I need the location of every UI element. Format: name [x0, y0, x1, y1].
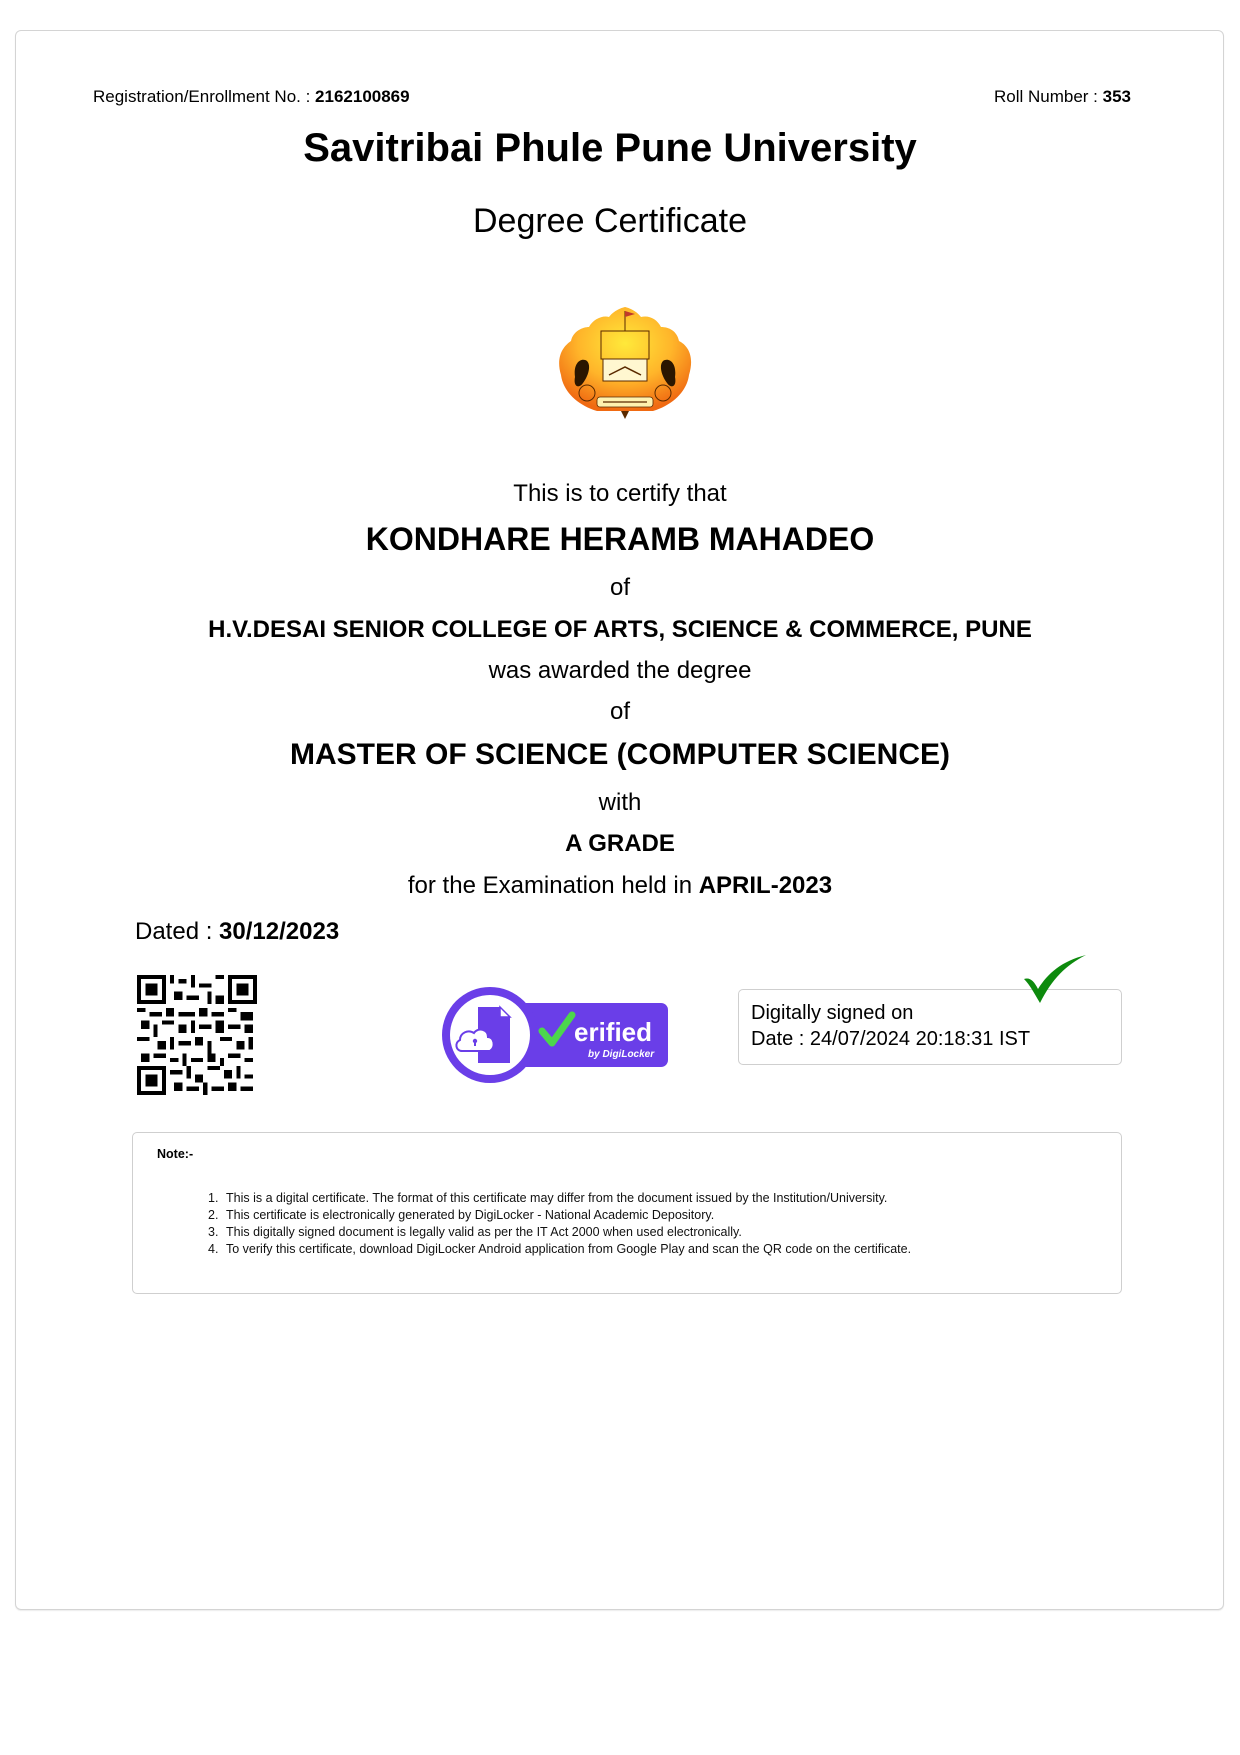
exam-session-value: APRIL-2023 [698, 872, 833, 899]
note-number: 1. [208, 1191, 219, 1205]
note-item [208, 1190, 911, 1207]
note-number: 2. [208, 1208, 219, 1222]
note-text: This certificate is electronically generated by DigiLocker - National Academic Depository. [226, 1208, 715, 1222]
registration-value: 2162100869 [315, 87, 410, 106]
note-text: This digitally signed document is legally valid as per the IT Act 2000 when used electronically. [226, 1225, 742, 1239]
note-text: This is a digital certificate. The format of this certificate may differ from the document issued by the Institution/University. [226, 1191, 888, 1205]
awarded-text: was awarded the degree [488, 657, 752, 684]
certificate-type: Degree Certificate [472, 202, 747, 240]
by-digilocker-text: by DigiLocker [588, 1049, 655, 1060]
note-item [208, 1224, 911, 1241]
note-number: 4. [208, 1242, 219, 1256]
roll-value: 353 [1102, 87, 1131, 106]
university-name: Savitribai Phule Pune University [303, 126, 917, 170]
roll-label: Roll Number : [993, 87, 1103, 106]
note-text: To verify this certificate, download DigiLocker Android application from Google Play and scan the QR code on the certificate. [226, 1242, 912, 1256]
signature-label: Digitally signed on [751, 1002, 914, 1024]
notes-list [208, 1190, 911, 1258]
dated [135, 918, 339, 946]
certificate-frame [15, 30, 1224, 1610]
examination-session [0, 872, 1240, 900]
notes-title: Note:- [157, 1147, 194, 1161]
digilocker-verified-badge [440, 985, 670, 1085]
verified-text: erified [574, 1017, 653, 1047]
note-number: 3. [208, 1225, 219, 1239]
university-emblem-icon [553, 305, 698, 423]
college-name: H.V.DESAI SENIOR COLLEGE OF ARTS, SCIENCE & COMMERCE, PUNE [208, 616, 1032, 643]
registration-number [93, 87, 410, 107]
student-name: KONDHARE HERAMB MAHADEO [365, 521, 875, 557]
certify-text: This is to certify that [513, 480, 727, 507]
degree-name: MASTER OF SCIENCE (COMPUTER SCIENCE) [289, 738, 951, 771]
with-text: with [598, 789, 642, 816]
roll-number [994, 87, 1131, 107]
exam-prefix: for the Examination held in [407, 872, 699, 899]
dated-label: Dated : [135, 918, 220, 945]
of-text-2: of [609, 698, 630, 725]
registration-label: Registration/Enrollment No. : [93, 87, 316, 106]
qr-code-icon[interactable] [137, 975, 257, 1095]
dated-value: 30/12/2023 [219, 918, 340, 945]
notes-box [132, 1132, 1122, 1294]
of-text: of [609, 574, 630, 601]
signature-valid-check-icon [1022, 955, 1088, 1005]
signature-date: Date : 24/07/2024 20:18:31 IST [751, 1028, 1031, 1050]
note-item [208, 1207, 911, 1224]
note-item [208, 1241, 911, 1258]
grade: A GRADE [565, 830, 675, 857]
